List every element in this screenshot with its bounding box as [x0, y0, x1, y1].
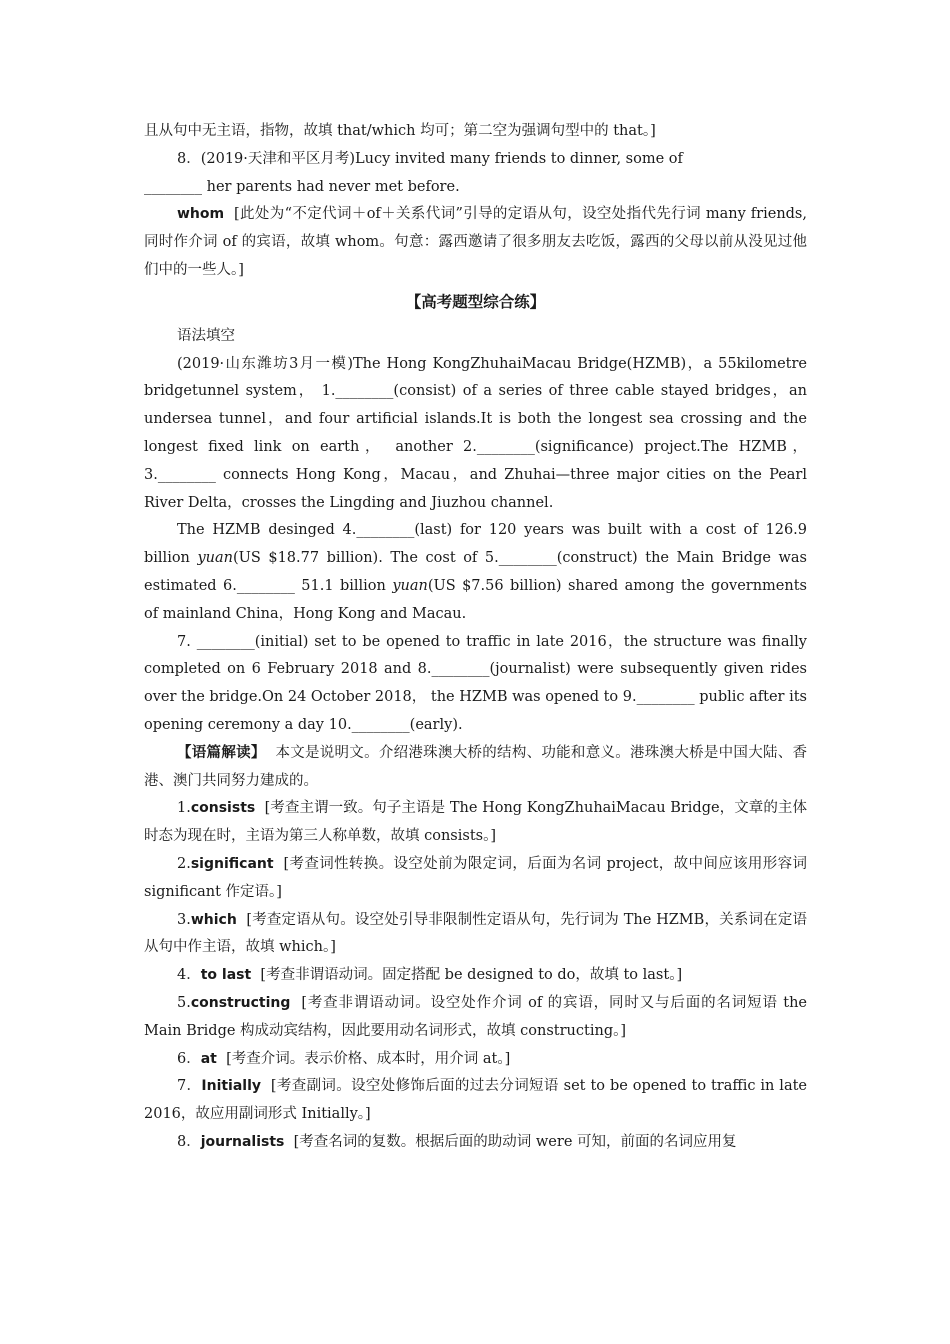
answer-explanation: [考查词性转换。设空处前为限定词，后面为名词 project，故中间应该用形容词 significant 作定语。]: [144, 855, 808, 900]
document-page: [144, 118, 807, 1157]
answer-word: whom: [177, 206, 225, 223]
previous-explanation-tail: 且从句中无主语，指物，故填 that/which 均可；第二空为强调句型中的 that。]: [144, 123, 656, 139]
answer-number: 3.: [177, 911, 191, 928]
answer-number: 6．: [177, 1050, 201, 1067]
answer-item: [144, 962, 807, 990]
question-8-line-1: 8．(2019·天津和平区月考)Lucy invited many friends to dinner, some of: [177, 150, 683, 167]
currency-word: yuan: [197, 550, 233, 567]
passage-paragraph-1: (2019·山东潍坊3月一模)The Hong KongZhuhaiMacau Bridge(HZMB)，a 55kilometre bridgetunnel system， 1.________(consist) of a series of three cable stayed bridges，an undersea tunnel，and four artificial islands.It is both the longest sea crossing and the longest fixed link on earth， another 2.________(significance) project.The HZMB，3.________ connects Hong Kong，Macau，and Zhuhai—three major cities on the Pearl River Delta，crosses the Lingding and Jiuzhou channel.: [144, 355, 807, 511]
answer-item: [144, 1073, 807, 1129]
answer-number: 5.: [177, 994, 191, 1011]
answer-word: to last: [200, 967, 252, 984]
answer-explanation: [考查名词的复数。根据后面的助动词 were 可知，前面的名词应用复: [293, 1133, 737, 1150]
exercise-type: 语法填空: [177, 327, 235, 344]
answer-explanation: [考查非谓语动词。固定搭配 be designed to do，故填 to last。]: [260, 967, 683, 984]
question-8-line-2: ________ her parents had never met before.: [144, 178, 460, 195]
answer-item: [144, 907, 807, 963]
answer-word: consists: [190, 800, 256, 817]
passage-text: (US $18.77 billion). The cost of 5.________(construct) the Main Bridge was estimated 6.________ 51.1 billion: [144, 550, 808, 594]
answer-word: Initially: [201, 1078, 262, 1095]
analysis-heading: 【语篇解读】: [177, 744, 266, 761]
answer-number: 2.: [177, 855, 191, 872]
question-8-answer: [144, 201, 807, 284]
answer-number: 1.: [177, 800, 191, 817]
analysis-text: 本文是说明文。介绍港珠澳大桥的结构、功能和意义。港珠澳大桥是中国大陆、香港、澳门共同努力建成的。: [144, 744, 808, 789]
currency-word: yuan: [392, 577, 428, 594]
passage-paragraph-2: [144, 517, 807, 628]
answer-number: 7．: [177, 1078, 202, 1095]
answer-list: [144, 795, 807, 1156]
answer-explanation: [考查主谓一致。句子主语是 The Hong KongZhuhaiMacau Bridge，文章的主体时态为现在时，主语为第三人称单数，故填 consists。]: [144, 800, 807, 845]
discourse-analysis: [144, 740, 807, 796]
answer-explanation: [考查介词。表示价格、成本时，用介词 at。]: [226, 1050, 511, 1067]
answer-word: significant: [190, 855, 274, 872]
answer-item: [144, 1046, 807, 1074]
answer-word: journalists: [200, 1133, 285, 1150]
answer-explanation: [此处为“不定代词＋of＋关系代词”引导的定语从句，设空处指代先行词 many friends, 同时作介词 of 的宾语，故填 whom。句意：露西邀请了很多朋友去吃饭，露西的父母以前从没见过他们中的一些人。]: [144, 206, 807, 278]
answer-word: at: [200, 1050, 217, 1067]
answer-item: [144, 990, 807, 1046]
answer-item: [144, 1129, 807, 1157]
answer-item: [144, 851, 807, 907]
answer-item: [144, 795, 807, 851]
passage-paragraph-3: 7. ________(initial) set to be opened to traffic in late 2016，the structure was finally completed on 6 February 2018 and 8.________(journalist) were subsequently given rides over the bridge.On 24 October 2018， the HZMB was opened to 9.________ public after its opening ceremony a day 10.________(early).: [144, 633, 807, 733]
passage-text: The HZMB desinged 4.________(last) for 120 years was built with a cost of 126.9 billion: [144, 522, 807, 567]
answer-explanation: [考查副词。设空处修饰后面的过去分词短语 set to be opened to traffic in late 2016，故应用副词形式 Initially。]: [144, 1078, 807, 1123]
passage-text: (US $7.56 billion) shared among the governments of mainland China，Hong Kong and Macau.: [144, 577, 807, 622]
answer-number: 4．: [177, 967, 201, 984]
answer-word: which: [190, 911, 237, 928]
answer-number: 8．: [177, 1133, 201, 1150]
answer-word: constructing: [190, 994, 291, 1011]
section-title: 【高考题型综合练】: [405, 292, 546, 311]
answer-explanation: [考查非谓语动词。设空处作介词 of 的宾语，同时又与后面的名词短语 the Main Bridge 构成动宾结构，因此要用动名词形式，故填 constructing。]: [144, 994, 808, 1039]
answer-explanation: [考查定语从句。设空处引导非限制性定语从句，先行词为 The HZMB，关系词在定语从句中作主语，故填 which。]: [144, 911, 808, 956]
